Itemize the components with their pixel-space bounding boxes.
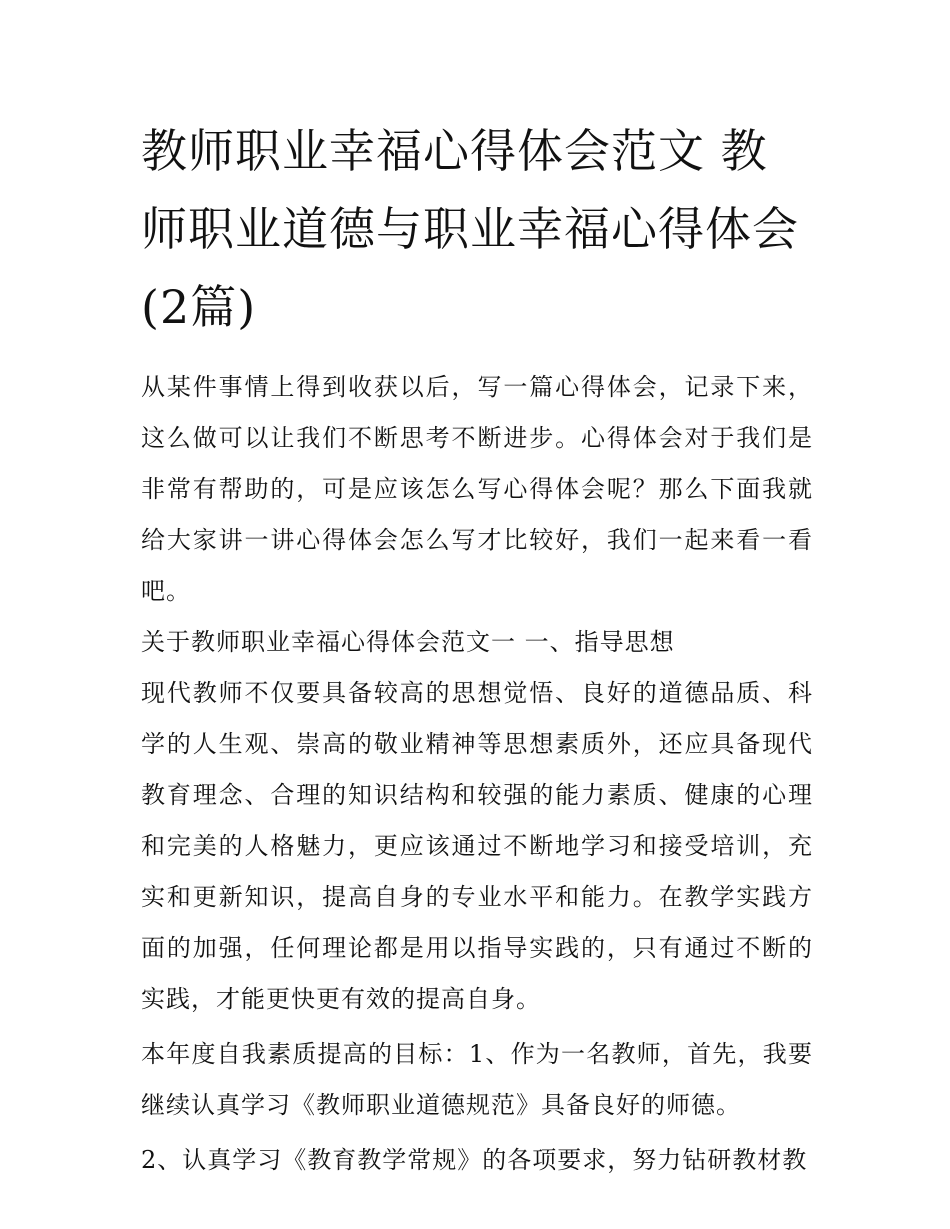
intro-paragraph: 从某件事情上得到收获以后，写一篇心得体会，记录下来，这么做可以让我们不断思考不断进步。心得体会对于我们是非常有帮助的，可是应该怎么写心得体会呢？那么下面我就给大家讲一讲心得体会怎么写才比较好，我们一起来看一看吧。: [141, 373, 813, 605]
document-page: [141, 112, 813, 1186]
body-paragraph: 2、认真学习《教育教学常规》的各项要求，努力钻研教材教: [141, 1146, 808, 1174]
body-paragraph: 本年度自我素质提高的目标：1、作为一名教师，首先，我要继续认真学习《教师职业道德规范》具备良好的师德。: [141, 1040, 813, 1119]
section-heading: 关于教师职业幸福心得体会范文一 一、指导思想: [141, 628, 675, 656]
document-body: [141, 362, 813, 1186]
document-title: 教师职业幸福心得体会范文 教师职业道德与职业幸福心得体会(2篇): [141, 124, 799, 334]
body-paragraph: 现代教师不仅要具备较高的思想觉悟、良好的道德品质、科学的人生观、崇高的敬业精神等思想素质外，还应具备现代教育理念、合理的知识结构和较强的能力素质、健康的心理和完美的人格魅力，更应该通过不断地学习和接受培训，充实和更新知识，提高自身的专业水平和能力。在教学实践方面的加强，任何理论都是用以指导实践的，只有通过不断的实践，才能更快更有效的提高自身。: [141, 679, 813, 1013]
